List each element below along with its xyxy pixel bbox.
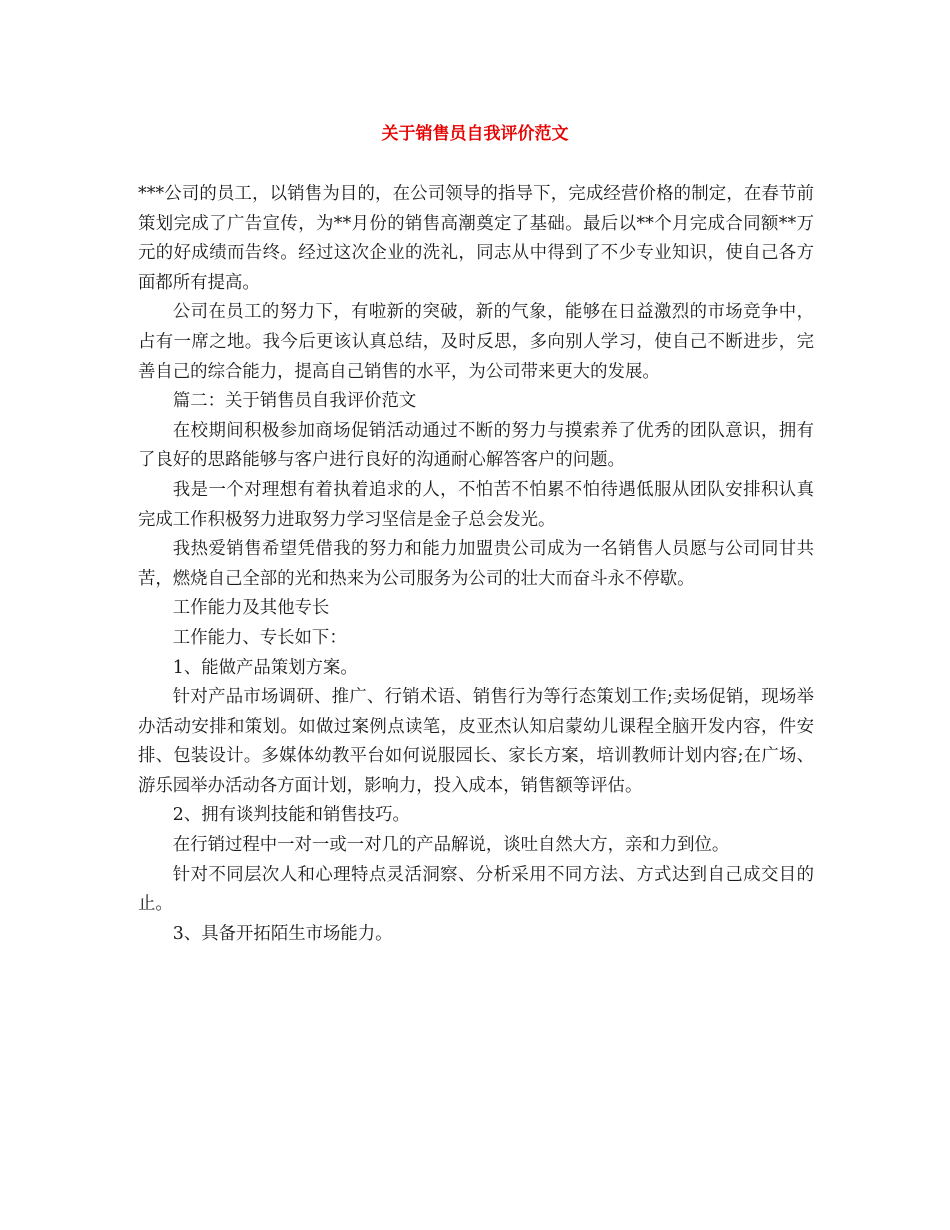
paragraph: 工作能力、专长如下： xyxy=(172,627,347,648)
paragraph: 针对产品市场调研、推广、行销术语、销售行为等行态策划工作;卖场促销，现场举办活动安排和策划。如做过案例点读笔，皮亚杰认知启蒙幼儿课程全脑开发内容，件安排、包装设计。多媒体幼教平台如何说服园长、家长方案，培训教师计划内容;在广场、游乐园举办活动各方面计划，影响力，投入成本，销售额等评估。 xyxy=(138,687,814,796)
paragraph: 我是一个对理想有着执着追求的人，不怕苦不怕累不怕待遇低服从团队安排积认真完成工作积极努力进取努力学习坚信是金子总会发光。 xyxy=(138,479,814,530)
paragraph: 在行销过程中一对一或一对几的产品解说，谈吐自然大方，亲和力到位。 xyxy=(172,835,730,856)
document-title: 关于销售员自我评价范文 xyxy=(381,124,569,144)
paragraph: 我热爱销售希望凭借我的努力和能力加盟贵公司成为一名销售人员愿与公司同甘共苦，燃烧自己全部的光和热来为公司服务为公司的壮大而奋斗永不停歇。 xyxy=(138,539,814,589)
section-heading: 工作能力及其他专长 xyxy=(172,598,330,619)
paragraph-intro: ***公司的员工，以销售为目的，在公司领导的指导下，完成经营价格的制定，在春节前策划完成了广告宣传，为**月份的销售高潮奠定了基础。最后以**个月完成合同额**万元的好成绩而告终。经过这次企业的洗礼，同志从中得到了不少专业知识，使自己各方面都所有提高。 xyxy=(138,184,814,293)
list-item: 3、具备开拓陌生市场能力。 xyxy=(172,923,393,944)
paragraph: 公司在员工的努力下，有啦新的突破，新的气象，能够在日益激烈的市场竞争中，占有一席之地。我今后更该认真总结，及时反思，多向别人学习，使自己不断进步，完善自己的综合能力，提高自己销售的水平，为公司带来更大的发展。 xyxy=(138,302,814,382)
document-body xyxy=(138,180,814,949)
list-item: 1、能做产品策划方案。 xyxy=(172,657,358,678)
paragraph: 在校期间积极参加商场促销活动通过不断的努力与摸索养了优秀的团队意识，拥有了良好的思路能够与客户进行良好的沟通耐心解答客户的问题。 xyxy=(138,420,814,471)
section-heading: 篇二：关于销售员自我评价范文 xyxy=(172,391,417,412)
list-item: 2、拥有谈判技能和销售技巧。 xyxy=(172,805,410,826)
paragraph: 针对不同层次人和心理特点灵活洞察、分析采用不同方法、方式达到自己成交目的止。 xyxy=(138,864,814,915)
